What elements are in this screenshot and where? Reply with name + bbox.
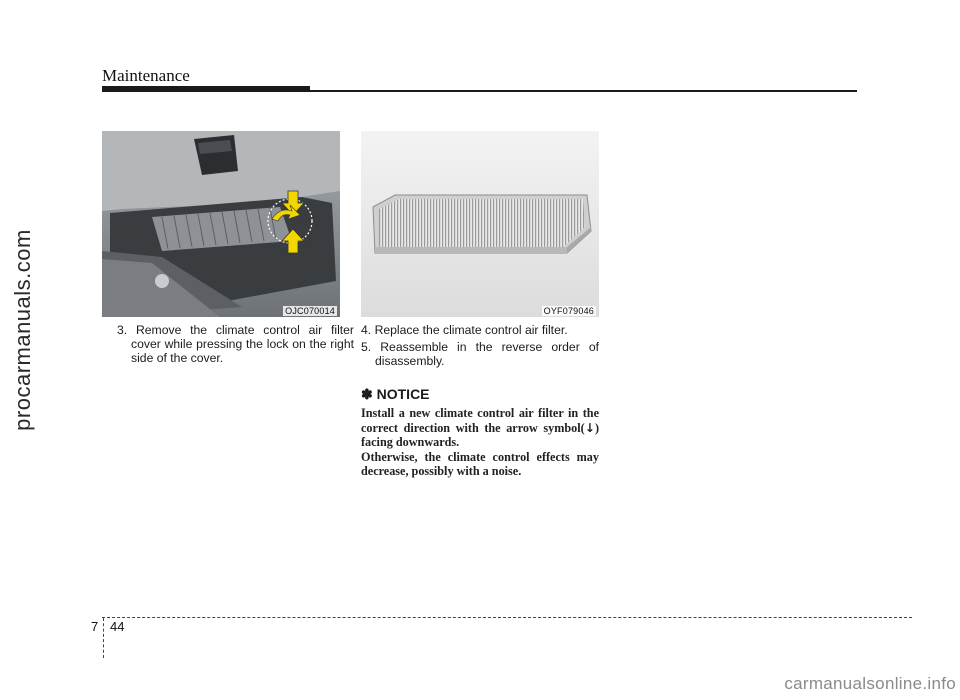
page-number: 44 (110, 619, 125, 634)
notice-text: Install a new climate control air filter in the correct direction with the arrow symbol( (361, 406, 599, 435)
step-text: Replace the climate control air filter. (374, 323, 568, 337)
notice-heading (361, 386, 430, 403)
section-title: Maintenance (102, 66, 190, 85)
header-rule (102, 90, 857, 92)
figure-filter-cover (102, 131, 340, 317)
notice-symbol-icon: ✽ (361, 386, 373, 402)
step-5 (361, 340, 599, 368)
notice-body (361, 406, 599, 479)
notice-title: NOTICE (376, 386, 430, 402)
notice-line-1 (361, 406, 599, 450)
air-filter-photo (361, 131, 599, 317)
step-3 (117, 323, 354, 366)
step-number: 5. (361, 340, 372, 354)
figure-code: OJC070014 (285, 306, 335, 316)
watermark-left-text: procarmanuals.com (10, 229, 35, 431)
step-5-body (361, 340, 599, 368)
figure-code: OYF079046 (543, 306, 594, 316)
arrow-down-icon: ↓ (584, 420, 595, 435)
footer-divider (103, 618, 104, 658)
figure-air-filter (361, 131, 599, 317)
step-text: Reassemble in the reverse order of disassembly. (375, 340, 600, 369)
step-4 (361, 323, 599, 337)
notice-text: ) facing downwards. (361, 420, 599, 450)
notice-line-2: Otherwise, the climate control effects may decrease, possibly with a noise. (361, 449, 599, 479)
step-number: 4. (361, 323, 372, 337)
chapter-number: 7 (91, 619, 99, 634)
step-text: Remove the climate control air filter cover while pressing the lock on the right side of the cover. (131, 323, 354, 366)
filter-cover-photo (102, 131, 340, 317)
watermark-bottom: carmanualsonline.info (784, 674, 956, 693)
watermark-left (3, 140, 43, 520)
footer-rule (102, 617, 912, 618)
step-number: 3. (117, 323, 128, 337)
